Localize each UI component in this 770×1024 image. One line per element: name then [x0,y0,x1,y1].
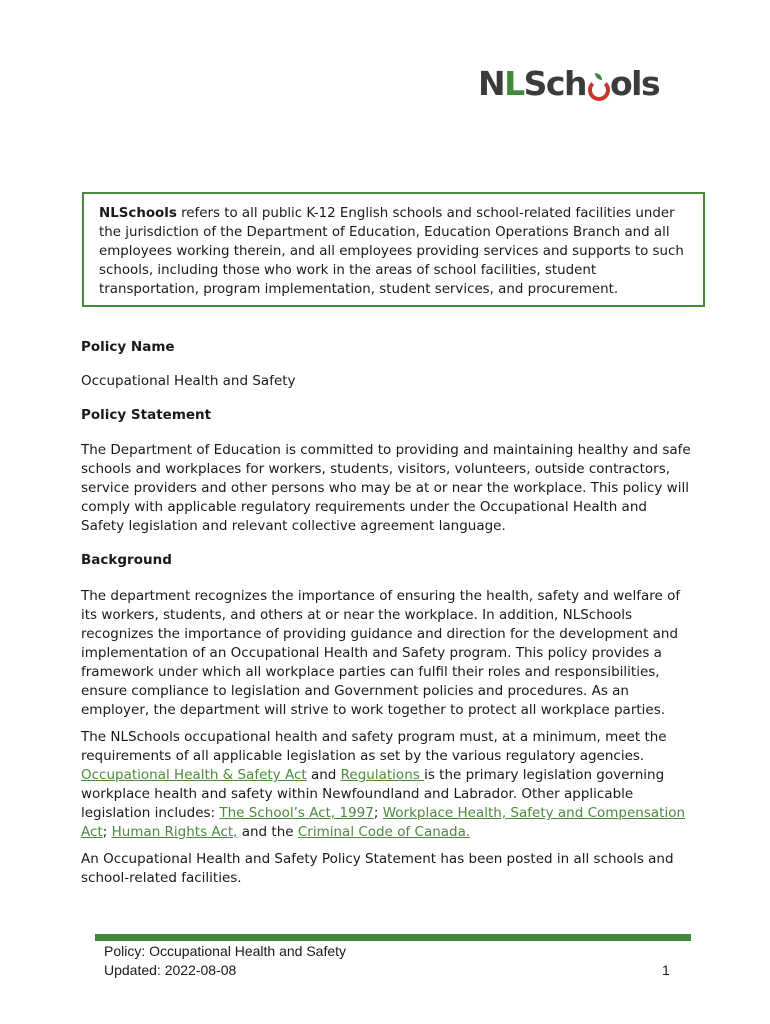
footer-divider [95,934,691,941]
definition-text [99,204,687,299]
apple-icon [587,74,609,98]
link-schools-act[interactable]: The School’s Act, 1997 [219,805,374,821]
link-regulations[interactable]: Regulations [340,767,425,783]
definition-lead: NLSchools [99,206,177,221]
footer-updated-date: Updated: 2022-08-08 [104,962,237,978]
link-criminal-code[interactable]: Criminal Code of Canada. [297,824,471,840]
footer-policy-title: Policy: Occupational Health and Safety [104,943,347,959]
definition-body: refers to all public K-12 English schools and school-related facilities under the jurisdiction of the Department of Education, Education Operations Branch and all employees working therein, and all employees providing services and supports to such schools, including those who work in the areas of school facilities, student transportation, program implementation, student services, and procurement. [99,206,684,297]
logo-letter-n: N [478,64,505,103]
link-whscc-act[interactable]: Workplace Health, Safety and Compensation Act [81,805,686,840]
background-paragraph-1: The department recognizes the importance of ensuring the health, safety and welfare of its workers, students, and others at or near the workplace. In addition, NLSchools recognizes the importance of providing guidance and direction for the development and implementation of an Occupational Health and Safety program. This policy provides a framework under which all workplace parties can fulfil their roles and responsibilities, ensure compliance to legislation and Government policies and procedures. As an employer, the department will strive to work together to protect all workplace parties. [81,588,681,718]
policy-statement-text: The Department of Education is committed to providing and maintaining healthy and safe schools and workplaces for workers, students, visitors, volunteers, outside contractors, service providers and other persons who may be at or near the workplace. This policy will comply with applicable regulatory requirements under the Occupational Health and Safety legislation and relevant collective agreement language. [81,442,691,534]
background-paragraph-2: The NLSchools occupational health and safety program must, at a minimum, meet the requirements of all applicable legislation as set by the various regulatory agencies. Occupational Health & Safety Act and Regulations is the primary legislation governing workplace health and safety within Newfoundland and Labrador. Other applicable legislation includes: The School’s Act, 1997; Workplace Health, Safety and Compensation Act; Human Rights Act, and the Criminal Code of Canada. [81,729,686,840]
policy-statement-heading: Policy Statement [81,407,212,423]
background-paragraph-3: An Occupational Health and Safety Policy Statement has been posted in all schools and school-related facilities. [81,851,674,886]
definition-box [82,192,705,307]
policy-name-value: Occupational Health and Safety [81,373,296,389]
logo-text-ols: ols [609,64,660,103]
logo-text-sch: Sch [523,64,586,103]
page-number: 1 [662,962,670,978]
policy-content [81,338,693,888]
link-ohs-act[interactable]: Occupational Health & Safety Act [81,767,307,783]
link-human-rights-act[interactable]: Human Rights Act, [111,824,238,840]
nlschools-logo [478,64,659,104]
policy-name-heading: Policy Name [81,339,175,355]
background-heading: Background [81,552,172,568]
logo-letter-l: L [504,64,524,103]
